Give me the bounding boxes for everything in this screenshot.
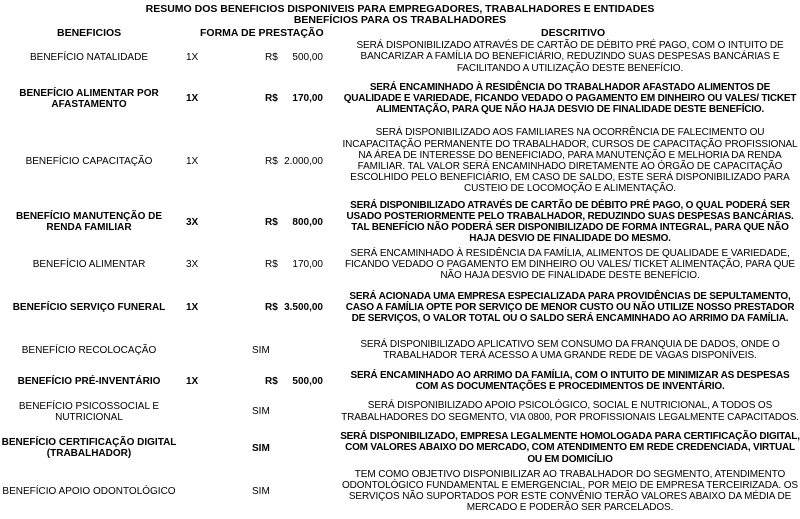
benefit-amount: 800,00 bbox=[292, 216, 323, 228]
benefit-name: BENEFÍCIO CAPACITAÇÃO bbox=[25, 155, 153, 167]
benefit-description: TEM COMO OBJETIVO DISPONIBILIZAR AO TRABALHADOR DO SEGMENTO, ATENDIMENTO ODONTOLÓGICO FUNDAMENTAL E EMERGENCIAL, POR MEIO DE EMPRESA TERCEIRIZADA. OS SERVIÇOS NÃO SUPORTADOS POR ESTE CONVÊNIO TERÃO VALORES ABAIXO DA MÉDIA DE MERCADO E PODERÃO SER PARCELADOS. bbox=[342, 468, 798, 514]
benefit-name: BENEFÍCIO NATALIDADE bbox=[30, 51, 148, 63]
table-row bbox=[0, 467, 800, 515]
header-descritivo: DESCRITIVO bbox=[541, 27, 606, 39]
benefit-description: SERÁ DISPONIBILIZADO AOS FAMILIARES NA OCORRÊNCIA DE FALECIMENTO OU INCAPACITAÇÃO PERMANENTE DO TRABALHADOR, CURSOS DE CAPACITAÇÃO PROFISSIONAL NA ÁREA DE INTERESSE DO BENEFICIADO, PARA MANUTENÇÃO E MELHORIA DA RENDA FAMILIAR. TAL VALOR SERÁ ENCAMINHADO DIRETAMENTE AO ÓRGÃO DE CAPACITAÇÃO ESCOLHIDO PELO BENEFICIÁRIO, EM CASO DE SALDO, ESTE SERÁ DISPONIBILIZADO PARA CUSTEIO DE LOCOMOÇÃO E ALIMENTAÇÃO. bbox=[342, 127, 798, 195]
benefit-currency: R$ bbox=[265, 259, 278, 270]
benefit-description: SERÁ DISPONIBILIZADO APOIO PSICOLÓGICO, SOCIAL E NUTRICIONAL, A TODOS OS TRABALHADORES DO SEGMENTO, VIA 0800, POR PROFISSIONAIS LEGALMENTE CAPACITADOS. bbox=[341, 400, 799, 423]
benefit-description: SERÁ ACIONADA UMA EMPRESA ESPECIALIZADA PARA PROVIDÊNCIAS DE SEPULTAMENTO, CASO A FAMÍLIA OPTE POR SERVIÇO DE MENOR CUSTO OU NÃO UTILIZE NOSSO PRESTADOR DE SERVIÇOS, O VALOR TOTAL OU O SALDO SERÁ ENCAMINHADO AO ARRIMO DA FAMÍLIA. bbox=[345, 290, 795, 325]
table-row bbox=[0, 40, 800, 74]
benefit-frequency: 1X bbox=[186, 93, 199, 104]
benefit-description: SERÁ ENCAMINHADO À RESIDÊNCIA DA FAMÍLIA, ALIMENTOS DE QUALIDADE E VARIEDADE, FICANDO VEDADO O PAGAMENTO EM DINHEIRO OU VALES/ TICKET ALIMENTAÇÃO, PARA QUE NÃO HAJA DESVIO DE FINALIDADE DESTE BENEFÍCIO. bbox=[345, 247, 795, 282]
benefit-sim: SIM bbox=[252, 344, 270, 356]
table-row bbox=[0, 75, 800, 122]
benefit-frequency: 1X bbox=[186, 51, 199, 63]
document-subtitle: BENEFÍCIOS PARA OS TRABALHADORES bbox=[293, 14, 507, 26]
table-row bbox=[0, 284, 800, 331]
table-row bbox=[0, 199, 800, 245]
benefit-currency: R$ bbox=[265, 51, 278, 63]
benefit-frequency: 3X bbox=[186, 216, 199, 228]
benefit-currency: R$ bbox=[265, 375, 278, 387]
benefit-currency: R$ bbox=[265, 216, 278, 228]
benefit-amount: 2.000,00 bbox=[284, 155, 323, 167]
benefit-frequency: 3X bbox=[186, 259, 199, 270]
benefit-amount: 170,00 bbox=[292, 93, 323, 104]
benefit-amount: 500,00 bbox=[292, 375, 323, 387]
benefit-name: BENEFÍCIO ALIMENTAR POR AFASTAMENTO bbox=[19, 87, 159, 110]
table-row bbox=[0, 246, 800, 283]
benefit-name: BENEFÍCIO CERTIFICAÇÃO DIGITAL (TRABALHADOR) bbox=[1, 437, 177, 459]
benefit-description: SERÁ DISPONIBILIZADO, EMPRESA LEGALMENTE HOMOLOGADA PARA CERTIFICAÇÃO DIGITAL, COM VALORES ABAIXO DO MERCADO, COM ATENDIMENTO EM REDE CREDENCIADA, VIRTUAL OU EM DOMICÍLIO bbox=[340, 431, 800, 465]
benefit-currency: R$ bbox=[265, 93, 278, 104]
benefit-description: SERÁ ENCAMINHADO À RESIDÊNCIA DO TRABALHADOR AFASTADO ALIMENTOS DE QUALIDADE E VARIEDADE, FICANDO VEDADO O PAGAMENTO EM DINHEIRO OU VALES/ TICKET ALIMENTAÇÃO, PARA QUE NÃO HAJA DESVIO DE FINALIDADE DESTE BENEFÍCIO. bbox=[343, 81, 797, 116]
benefit-amount: 3.500,00 bbox=[284, 302, 323, 313]
benefit-name: BENEFÍCIO MANUTENÇÃO DE RENDA FAMILIAR bbox=[15, 211, 163, 233]
document-title: RESUMO DOS BENEFICIOS DISPONIVEIS PARA EMPREGADORES, TRABALHADORES E ENTIDADES bbox=[145, 3, 655, 15]
benefit-amount: 170,00 bbox=[292, 259, 323, 270]
table-row bbox=[0, 394, 800, 429]
table-row bbox=[0, 332, 800, 368]
benefit-frequency: 1X bbox=[186, 375, 199, 387]
benefit-name: BENEFÍCIO RECOLOCAÇÃO bbox=[21, 344, 157, 356]
header-forma-prestacao: FORMA DE PRESTAÇÃO bbox=[200, 27, 324, 39]
benefit-currency: R$ bbox=[265, 155, 278, 167]
benefit-name: BENEFÍCIO ALIMENTAR bbox=[32, 259, 146, 270]
benefit-currency: R$ bbox=[265, 302, 278, 313]
benefit-name: BENEFÍCIO PRÉ-INVENTÁRIO bbox=[17, 375, 161, 387]
table-row bbox=[0, 123, 800, 199]
benefit-name: BENEFÍCIO APOIO ODONTOLÓGICO bbox=[2, 485, 176, 497]
benefit-frequency: 1X bbox=[186, 302, 199, 313]
benefit-description: SERÁ DISPONIBILIZADO ATRAVÉS DE CARTÃO DE DÉBITO PRÉ PAGO, O QUAL PODERÁ SER USADO POSTERIORMENTE PELO TRABALHADOR, REDUZINDO SUAS DESPESAS BANCÁRIAS. TAL BENEFÍCIO NÃO PODERÁ SER DISPONIBILIZADO DE FORMA INTEGRAL, PARA QUE NÃO HAJA DESVIO DE FINALIDADE DO MESMO. bbox=[346, 199, 794, 245]
benefit-description: SERÁ DISPONIBILIZADO ATRAVÉS DE CARTÃO DE DÉBITO PRÉ PAGO, COM O INTUITO DE BANCARIZAR A FAMÍLIA DO BENEFICIÁRIO, REDUZINDO SUAS DESPESAS BANCÁRIAS E FACILITANDO A UTILIZAÇÃO DESTE BENEFÍCIO. bbox=[356, 40, 784, 74]
benefit-amount: 500,00 bbox=[292, 51, 323, 63]
table-row bbox=[0, 369, 800, 393]
benefit-name: BENEFÍCIO PSICOSSOCIAL E NUTRICIONAL bbox=[18, 400, 160, 423]
benefit-name: BENEFÍCIO SERVIÇO FUNERAL bbox=[12, 302, 166, 313]
benefit-sim: SIM bbox=[252, 442, 270, 454]
benefit-description: SERÁ DISPONIBILIZADO APLICATIVO SEM CONSUMO DA FRANQUIA DE DADOS, ONDE O TRABALHADOR TERÁ ACESSO A UMA GRANDE REDE DE VAGAS DISPONÍVEIS. bbox=[360, 338, 780, 361]
benefit-description: SERÁ ENCAMINHADO AO ARRIMO DA FAMÍLIA, COM O INTUITO DE MINIMIZAR AS DESPESAS COM AS DOCUMENTAÇÕES E PROCEDIMENTOS DE INVENTÁRIO. bbox=[350, 369, 790, 392]
table-row bbox=[0, 430, 800, 466]
header-beneficios: BENEFICIOS bbox=[57, 27, 122, 39]
benefit-sim: SIM bbox=[252, 485, 270, 497]
benefit-frequency: 1X bbox=[186, 155, 199, 167]
benefit-sim: SIM bbox=[252, 406, 270, 417]
